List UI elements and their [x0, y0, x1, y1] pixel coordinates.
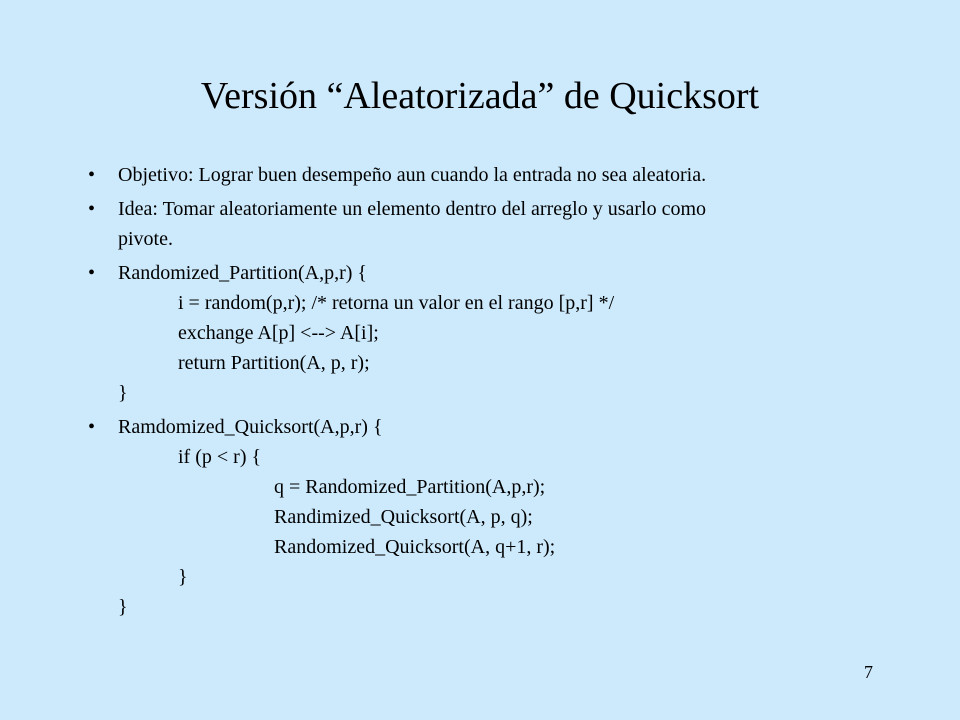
- bullet-text: Objetivo: Lograr buen desempeño aun cuando la entrada no sea aleatoria.: [118, 164, 707, 186]
- code-line-closing-brace: }: [178, 566, 188, 588]
- bullet-randomized-quicksort: [88, 412, 868, 622]
- code-line: if (p < r) {: [178, 446, 262, 468]
- bullet-text-continuation: pivote.: [118, 228, 173, 250]
- code-line: Randimized_Quicksort(A, p, q);: [274, 506, 533, 528]
- bullet-randomized-partition: [88, 258, 868, 408]
- bullet-point-icon: •: [88, 262, 96, 284]
- bullet-idea: [88, 194, 868, 254]
- code-line-closing-brace: }: [118, 596, 128, 618]
- code-line: q = Randomized_Partition(A,p,r);: [274, 476, 546, 498]
- code-line-function-header: Randomized_Partition(A,p,r) {: [118, 262, 367, 284]
- bullet-point-icon: •: [88, 198, 96, 220]
- code-line: exchange A[p] <--> A[i];: [178, 322, 379, 344]
- code-line: i = random(p,r); /* retorna un valor en el rango [p,r] */: [178, 292, 615, 314]
- bullet-point-icon: •: [88, 416, 96, 438]
- code-line-function-header: Ramdomized_Quicksort(A,p,r) {: [118, 416, 383, 438]
- code-line-closing-brace: }: [118, 382, 128, 404]
- slide-body: [88, 160, 868, 626]
- bullet-objective: [88, 160, 868, 190]
- slide-title: Versión “Aleatorizada” de Quicksort: [200, 75, 760, 117]
- bullet-text: Idea: Tomar aleatoriamente un elemento dentro del arreglo y usarlo como: [118, 198, 706, 220]
- bullet-point-icon: •: [88, 164, 96, 186]
- code-line: return Partition(A, p, r);: [178, 352, 370, 374]
- code-line: Randomized_Quicksort(A, q+1, r);: [274, 536, 556, 558]
- page-number: 7: [864, 662, 873, 682]
